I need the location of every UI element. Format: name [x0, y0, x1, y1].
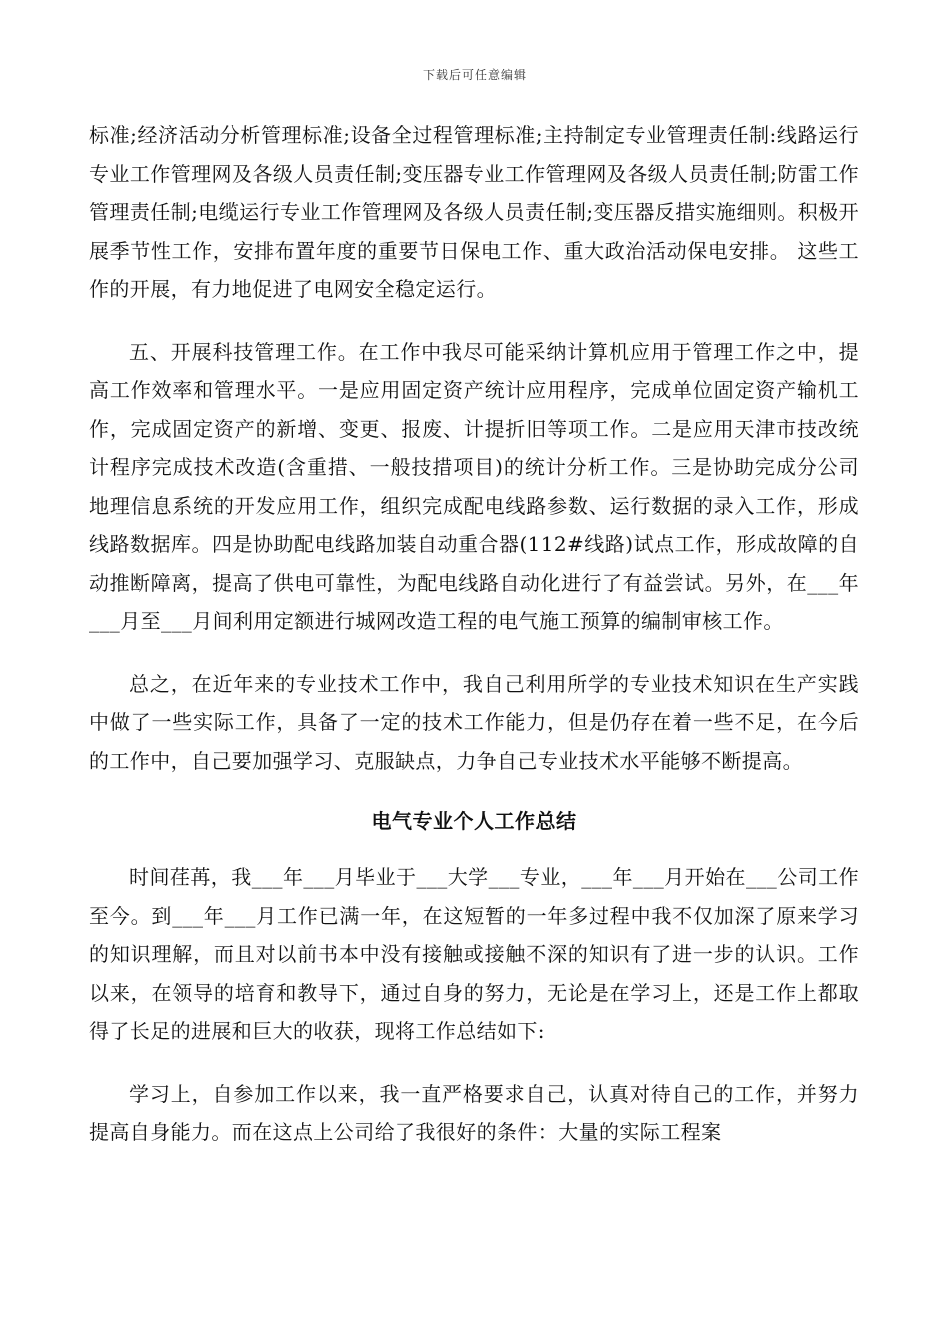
paragraph-intro: 时间荏苒，我___年___月毕业于___大学___专业，___年___月开始在___公司工作至今。到___年___月工作已满一年，在这短暂的一年多过程中我不仅加深了原来学习的知识理解，而且对以前书本中没有接触或接触不深的知识有了进一步的认识。工作以来，在领导的培育和教导下，通过自身的努力，无论是在学习上，还是工作上都取得了长足的进展和巨大的收获，现将工作总结如下:	[89, 865, 859, 1043]
paragraph-study: 学习上，自参加工作以来，我一直严格要求自己，认真对待自己的工作，并努力提高自身能力。而在这点上公司给了我很好的条件：大量的实际工程案	[89, 1081, 859, 1144]
paragraph-tech-management: 五、开展科技管理工作。在工作中我尽可能采纳计算机应用于管理工作之中，提高工作效率和管理水平。一是应用固定资产统计应用程序，完成单位固定资产输机工作，完成固定资产的新增、变更、报废、计提折旧等项工作。二是应用天津市技改统计程序完成技术改造(含重措、一般技措项目)的统计分析工作。三是协助完成分公司地理信息系统的开发应用工作，组织完成配电线路参数、运行数据的录入工作，形成线路数据库。四是协助配电线路加装自动重合器(112#线路)试点工作，形成故障的自动推断障离，提高了供电可靠性，为配电线路自动化进行了有益尝试。另外，在___年___月至___月间利用定额进行城网改造工程的电气施工预算的编制审核工作。	[89, 339, 859, 633]
document-body	[89, 116, 859, 1152]
paragraph-standards: 标准;经济活动分析管理标准;设备全过程管理标准;主持制定专业管理责任制:线路运行专业工作管理网及各级人员责任制;变压器专业工作管理网及各级人员责任制;防雷工作管理责任制;电缆运行专业工作管理网及各级人员责任制;变压器反措实施细则。积极开展季节性工作，安排布置年度的重要节日保电工作、重大政治活动保电安排。 这些工作的开展，有力地促进了电网安全稳定运行。	[89, 123, 859, 301]
section-title: 电气专业个人工作总结	[371, 809, 577, 833]
paragraph-conclusion: 总之，在近年来的专业技术工作中，我自己利用所学的专业技术知识在生产实践中做了一些实际工作，具备了一定的技术工作能力，但是仍存在着一些不足，在今后的工作中，自己要加强学习、克服缺点，力争自己专业技术水平能够不断提高。	[89, 671, 859, 773]
header-note: 下载后可任意编辑	[422, 68, 527, 82]
